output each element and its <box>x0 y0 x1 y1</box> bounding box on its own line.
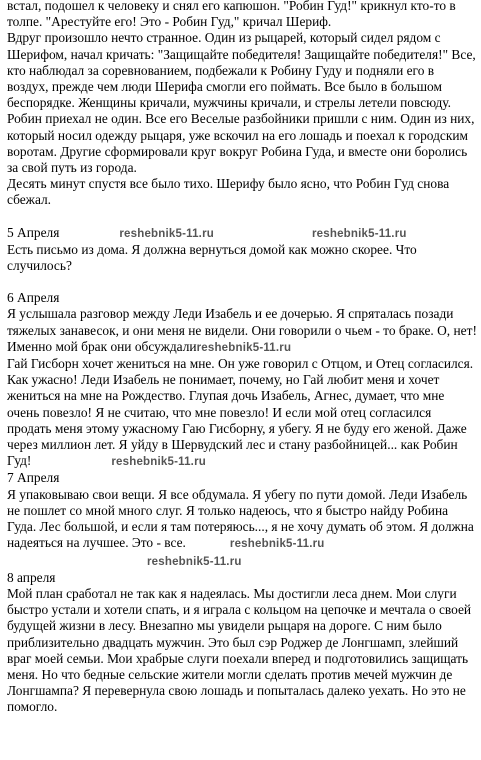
paragraph <box>7 356 477 470</box>
document-page <box>7 0 477 716</box>
watermark: reshebnik5-11.ru <box>311 227 407 240</box>
entry-date: 8 апреля <box>7 569 56 585</box>
paragraph-text: Я упаковываю свои вещи. Я все обдумала. Я убегу по пути домой. Леди Изабель не пошлет со мной много слуг. Я только надеюсь, что я быстро найду Робина Гуда. Лес большой, и если я там потеряюсь..., я не хочу думать об этом. Я должна надеяться на лучшее. Это - все. <box>7 486 474 551</box>
paragraph: встал, подошел к человеку и снял его капюшон. "Робин Гуд!" крикнул кто-то в толпе. "Арестуйте его! Это - Робин Гуд," кричал Шериф. <box>7 0 456 30</box>
entry-date: 6 Апреля <box>7 290 60 306</box>
paragraph: Есть письмо из дома. Я должна вернуться домой как можно скорее. Что случилось? <box>7 241 417 274</box>
paragraph <box>7 487 477 553</box>
watermark: reshebnik5-11.ru <box>119 227 214 240</box>
watermark: reshebnik5-11.ru <box>229 538 325 551</box>
watermark-line <box>7 553 477 570</box>
entry-date-text: 5 Апреля <box>7 224 60 240</box>
paragraph: Десять минут спустя все было тихо. Шерифу было ясно, что Робин Гуд снова сбежал. <box>7 176 450 208</box>
watermark: reshebnik5-11.ru <box>111 456 206 469</box>
paragraph: Мой план сработал не так как я надеялась. Мы достигли леса днем. Мои слуги быстро устали и хотели спать, и я играла с кольцом на цепочке и мечтала о своей будущей жизни в лесу. Внезапно мы увидели рыцаря на дороге. С ним было приблизительно двадцать мужчин. Это был сэр Роджер де Лонгшамп, злейший враг моей семьи. Мои храбрые слуги поехали вперед и подготовились защищать меня. Но что бедные сельские жители могли сделать против мечей мужчин де Лонгшампа? Я перевернула свою лошадь и попыталась далеко уехать. Но это не помогло. <box>7 585 472 715</box>
entry-date <box>7 225 477 242</box>
entry-date: 7 Апреля <box>7 470 60 486</box>
paragraph-text: Я услышала разговор между Леди Изабель и ее дочерью. Я спряталась позади тяжелых занавесок, и они меня не видели. Они говорили о чьем - то браке. О, нет! Именно мой брак они обсуждали <box>7 306 477 354</box>
paragraph: Вдруг произошло нечто странное. Один из рыцарей, который сидел рядом с Шерифом, начал кричать: "Защищайте победителя! Защищайте победителя!" Все, кто наблюдал за соревнованием, подбежали к Робину Гуду и подняли его в воздух, прежде чем люди Шерифа смогли его поймать. Все было в большом беспорядке. Женщины кричали, мужчины кричали, и стрелы летели повсюду. Робин приехал не один. Все его Веселые разбойники пришли с ним. Один из них, который носил одежду рыцаря, уже вскочил на его лошадь и поехал к городским воротам. Другие сформировали круг вокруг Робина Гуда, и вместе они боролись за свой путь из города. <box>7 30 476 176</box>
paragraph-text: Гай Гисборн хочет жениться на мне. Он уже говорил с Отцом, и Отец согласился. Как ужасно! Леди Изабель не понимает, почему, но Гай любит меня и хочет жениться на мне на Рождество. Глупая дочь Изабель, Агнес, думает, что мне очень повезло! Я не считаю, что мне повезло! И если мой отец согласился продать меня этому ужасному Гаю Гисборну, я убегу. Я не буду его женой. Даже через миллион лет. Я уйду в Шервудский лес и стану разбойницей... как Робин Гуд! <box>7 356 474 469</box>
watermark: reshebnik5-11.ru <box>147 555 242 568</box>
watermark: reshebnik5-11.ru <box>196 341 292 354</box>
paragraph <box>7 306 477 356</box>
